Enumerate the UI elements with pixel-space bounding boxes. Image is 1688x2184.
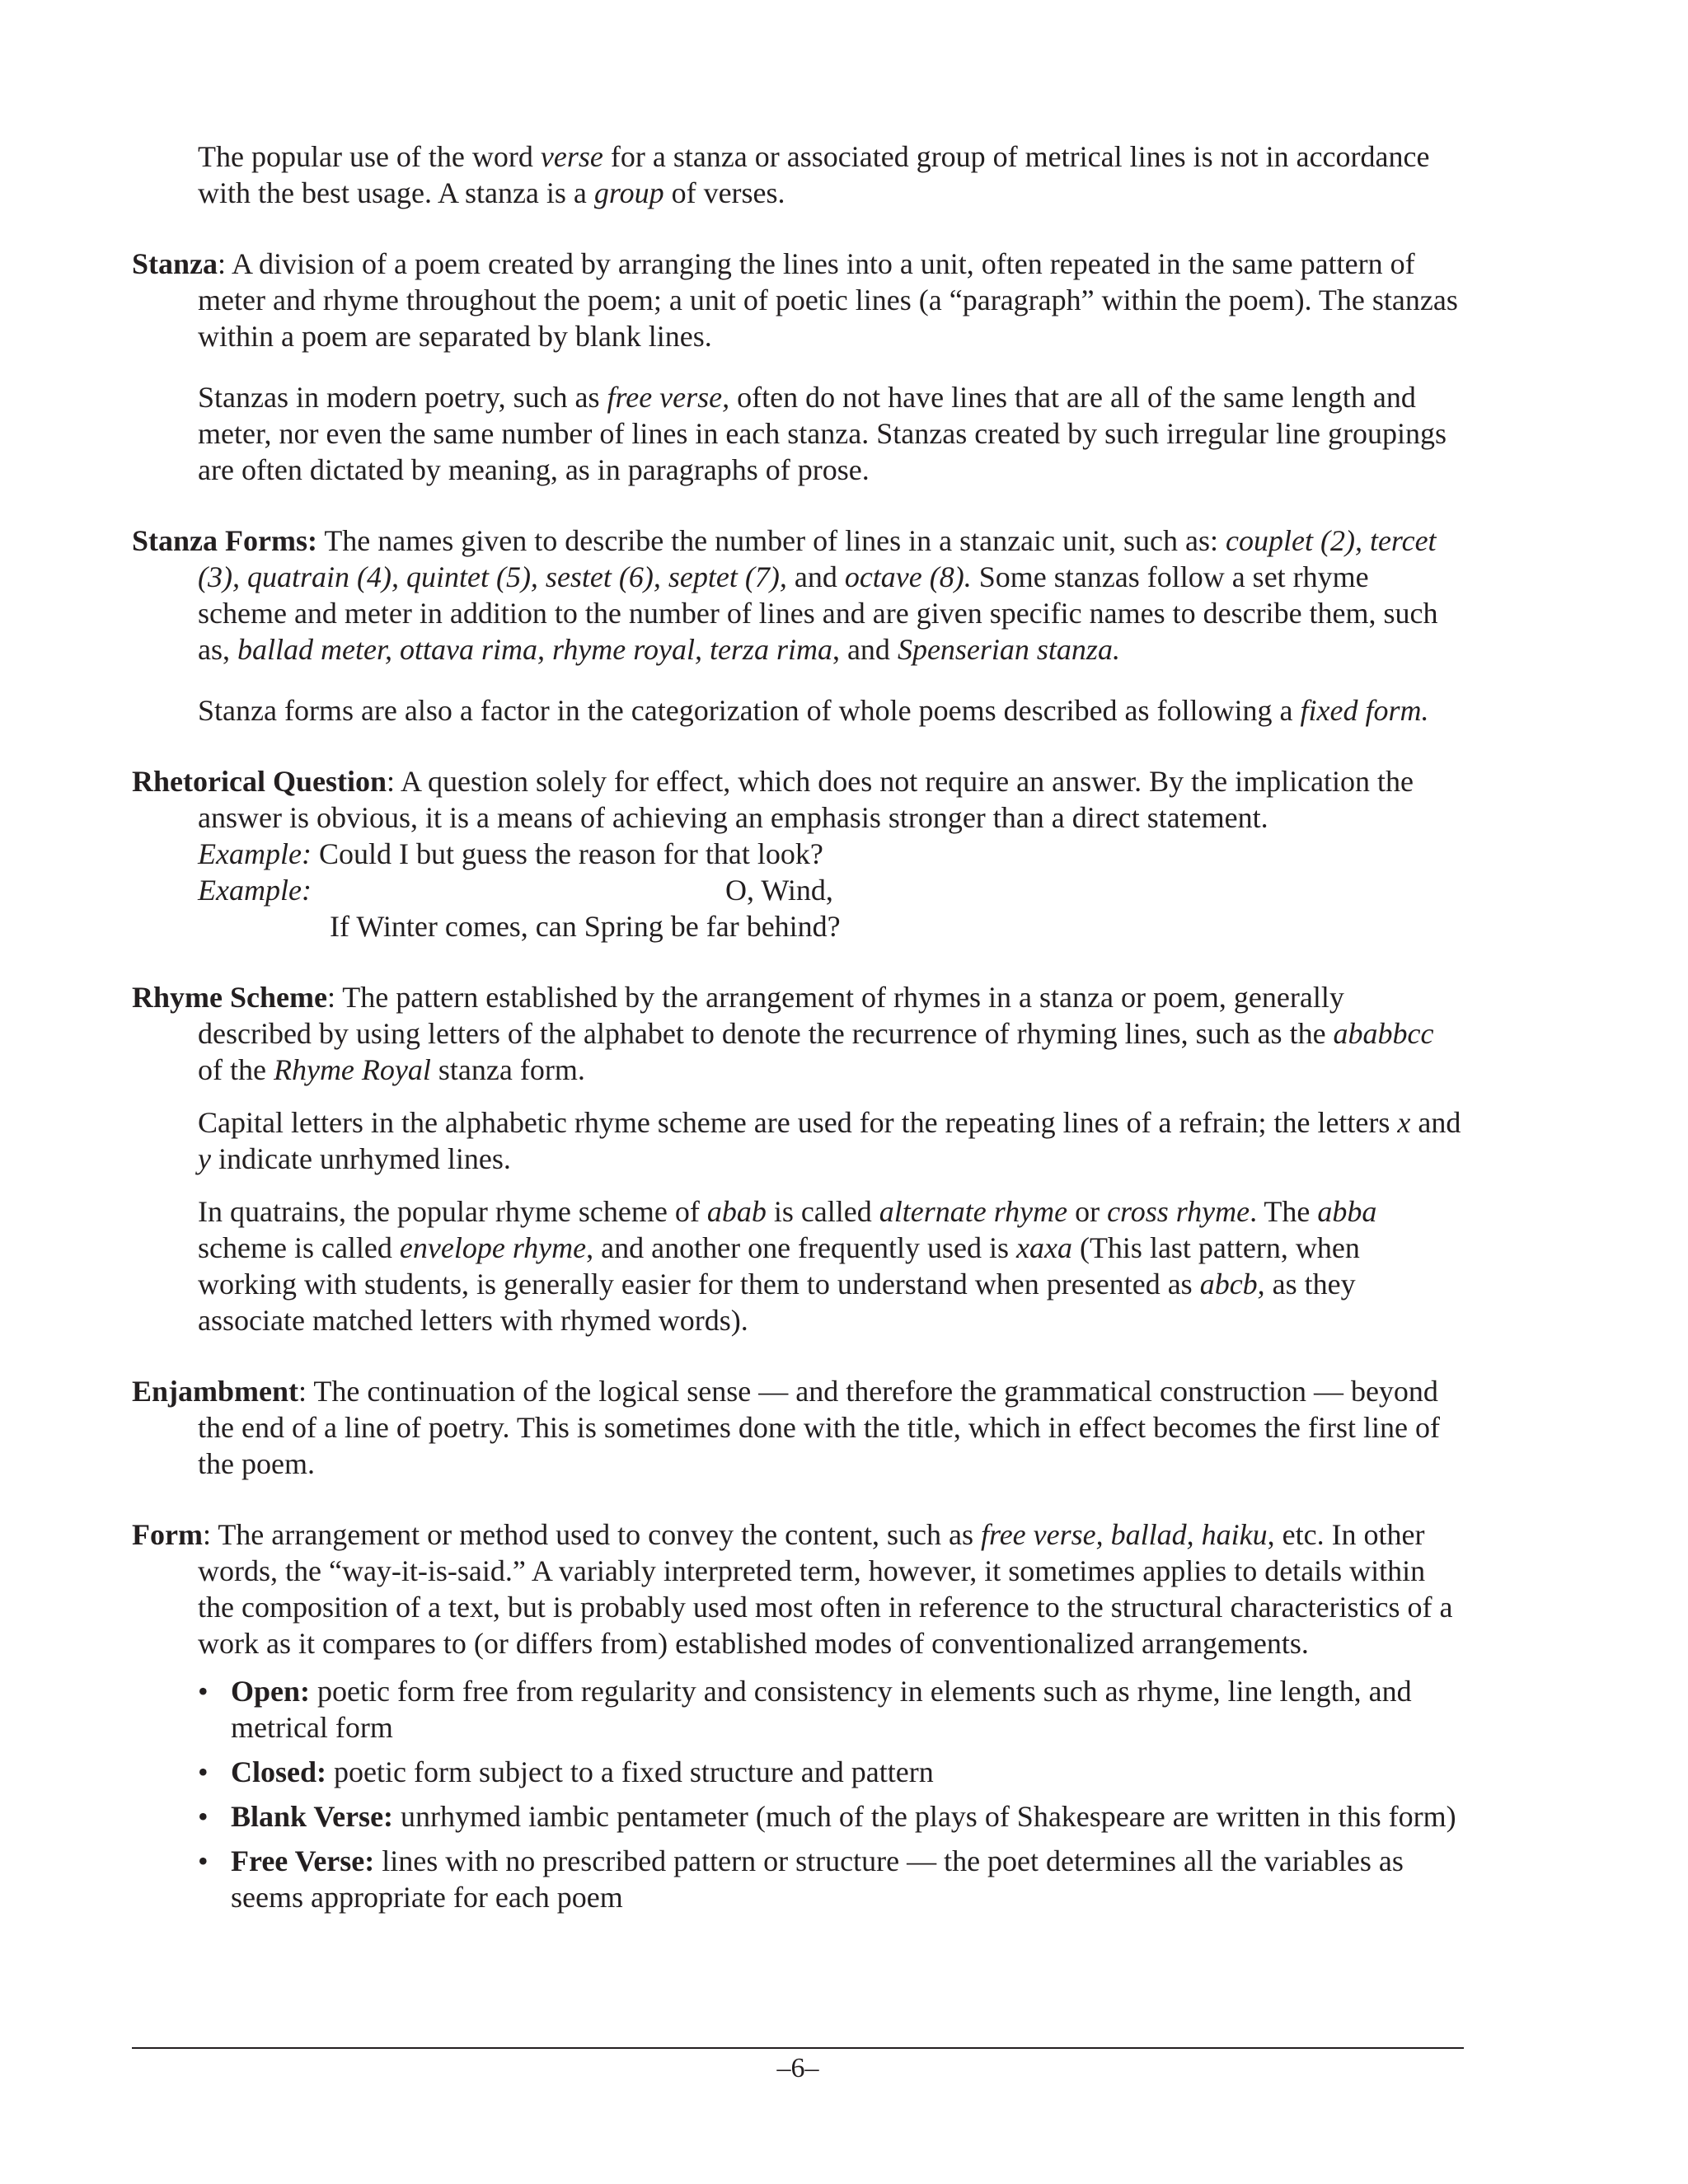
rhyme-scheme-paragraph-2: Capital letters in the alphabetic rhyme scheme are used for the repeating lines of a refrain; the letters x and y indicate unrhymed lines. (198, 1106, 1461, 1175)
page-number: –6– (776, 2053, 819, 2083)
list-item: • Blank Verse: unrhymed iambic pentameter (much of the plays of Shakespeare are written in this form) (198, 1800, 1456, 1833)
glossary-content (132, 138, 1464, 1950)
rhetorical-question-term: Rhetorical Question (132, 765, 387, 798)
stanza-term: Stanza (132, 247, 218, 280)
enjambment-definition: Enjambment: The continuation of the logical sense — and therefore the grammatical construction — beyond the end of a line of poetry. This is sometimes done with the title, which in effect becomes the first line of the poem. (132, 1375, 1440, 1480)
form-definition: Form: The arrangement or method used to convey the content, such as free verse, ballad, haiku, etc. In other words, the “way-it-is-said.” A variably interpreted term, however, it sometimes applies to details within the composition of a text, but is probably used most often in reference to the structural characteristics of a work as it compares to (or differs from) established modes of conventionalized arrangements. (132, 1518, 1453, 1660)
stanza-forms-entry (132, 523, 1464, 729)
enjambment-term: Enjambment (132, 1375, 299, 1408)
stanza-entry (132, 246, 1464, 488)
bullet-icon: • (198, 1675, 209, 1708)
rhetorical-example-1: Example: Could I but guess the reason for that look? (198, 837, 823, 870)
stanza-forms-term: Stanza Forms: (132, 524, 317, 557)
rhetorical-example-2-line-2: If Winter comes, can Spring be far behind? (330, 910, 841, 943)
rhetorical-question-entry (132, 763, 1464, 944)
rhyme-scheme-term: Rhyme Scheme (132, 981, 327, 1014)
stanza-forms-definition: Stanza Forms: The names given to describe the number of lines in a stanzaic unit, such as: couplet (2), tercet (3), quatrain (4), quintet (5), sestet (6), septet (7), and octave (8). Some stanzas follow a set rhyme scheme and meter in addition to the number of lines and are given specific names to describe them, such as, ballad meter, ottava rima, rhyme royal, terza rima, and Spenserian stanza. (132, 524, 1438, 666)
list-item: • Closed: poetic form subject to a fixed structure and pattern (198, 1755, 934, 1788)
rhetorical-example-2: Example: O, Wind, (198, 874, 833, 907)
stanza-definition: Stanza: A division of a poem created by arranging the lines into a unit, often repeated in the same pattern of meter and rhyme throughout the poem; a unit of poetic lines (a “paragraph” within the poem). The stanzas within a poem are separated by blank lines. (132, 247, 1458, 353)
bullet-icon: • (198, 1844, 209, 1877)
list-item: • Open: poetic form free from regularity and consistency in elements such as rhyme, line length, and metrical form (198, 1675, 1412, 1744)
enjambment-entry (132, 1373, 1464, 1482)
rhyme-scheme-definition: Rhyme Scheme: The pattern established by the arrangement of rhymes in a stanza or poem, generally described by using letters of the alphabet to denote the recurrence of rhyming lines, such as the ababbcc of the Rhyme Royal stanza form. (132, 981, 1434, 1086)
form-bullet-list (132, 1673, 1464, 1915)
form-term: Form (132, 1518, 203, 1551)
list-item: • Free Verse: lines with no prescribed pattern or structure — the poet determines all the variables as seems appropriate for each poem (198, 1844, 1404, 1914)
bullet-icon: • (198, 1800, 209, 1833)
verse-note-block (132, 138, 1464, 211)
footer-rule (132, 2047, 1464, 2049)
rhyme-scheme-entry (132, 979, 1464, 1338)
verse-note-paragraph: The popular use of the word verse for a stanza or associated group of metrical lines is not in accordance with the best usage. A stanza is a group of verses. (198, 140, 1430, 209)
form-entry (132, 1516, 1464, 1915)
rhyme-scheme-paragraph-3: In quatrains, the popular rhyme scheme of abab is called alternate rhyme or cross rhyme. The abba scheme is called envelope rhyme, and another one frequently used is xaxa (This last pattern, when working with students, is generally easier for them to understand when presented as abcb, as they associate matched letters with rhymed words). (198, 1195, 1377, 1337)
bullet-icon: • (198, 1755, 209, 1788)
stanza-forms-paragraph-2: Stanza forms are also a factor in the categorization of whole poems described as following a fixed form. (198, 694, 1429, 727)
stanza-paragraph-2: Stanzas in modern poetry, such as free verse, often do not have lines that are all of the same length and meter, nor even the same number of lines in each stanza. Stanzas created by such irregular line groupings are often dictated by meaning, as in paragraphs of prose. (198, 381, 1447, 486)
rhetorical-question-definition: Rhetorical Question: A question solely for effect, which does not require an answer. By the implication the answer is obvious, it is a means of achieving an emphasis stronger than a direct statement. (132, 765, 1414, 834)
